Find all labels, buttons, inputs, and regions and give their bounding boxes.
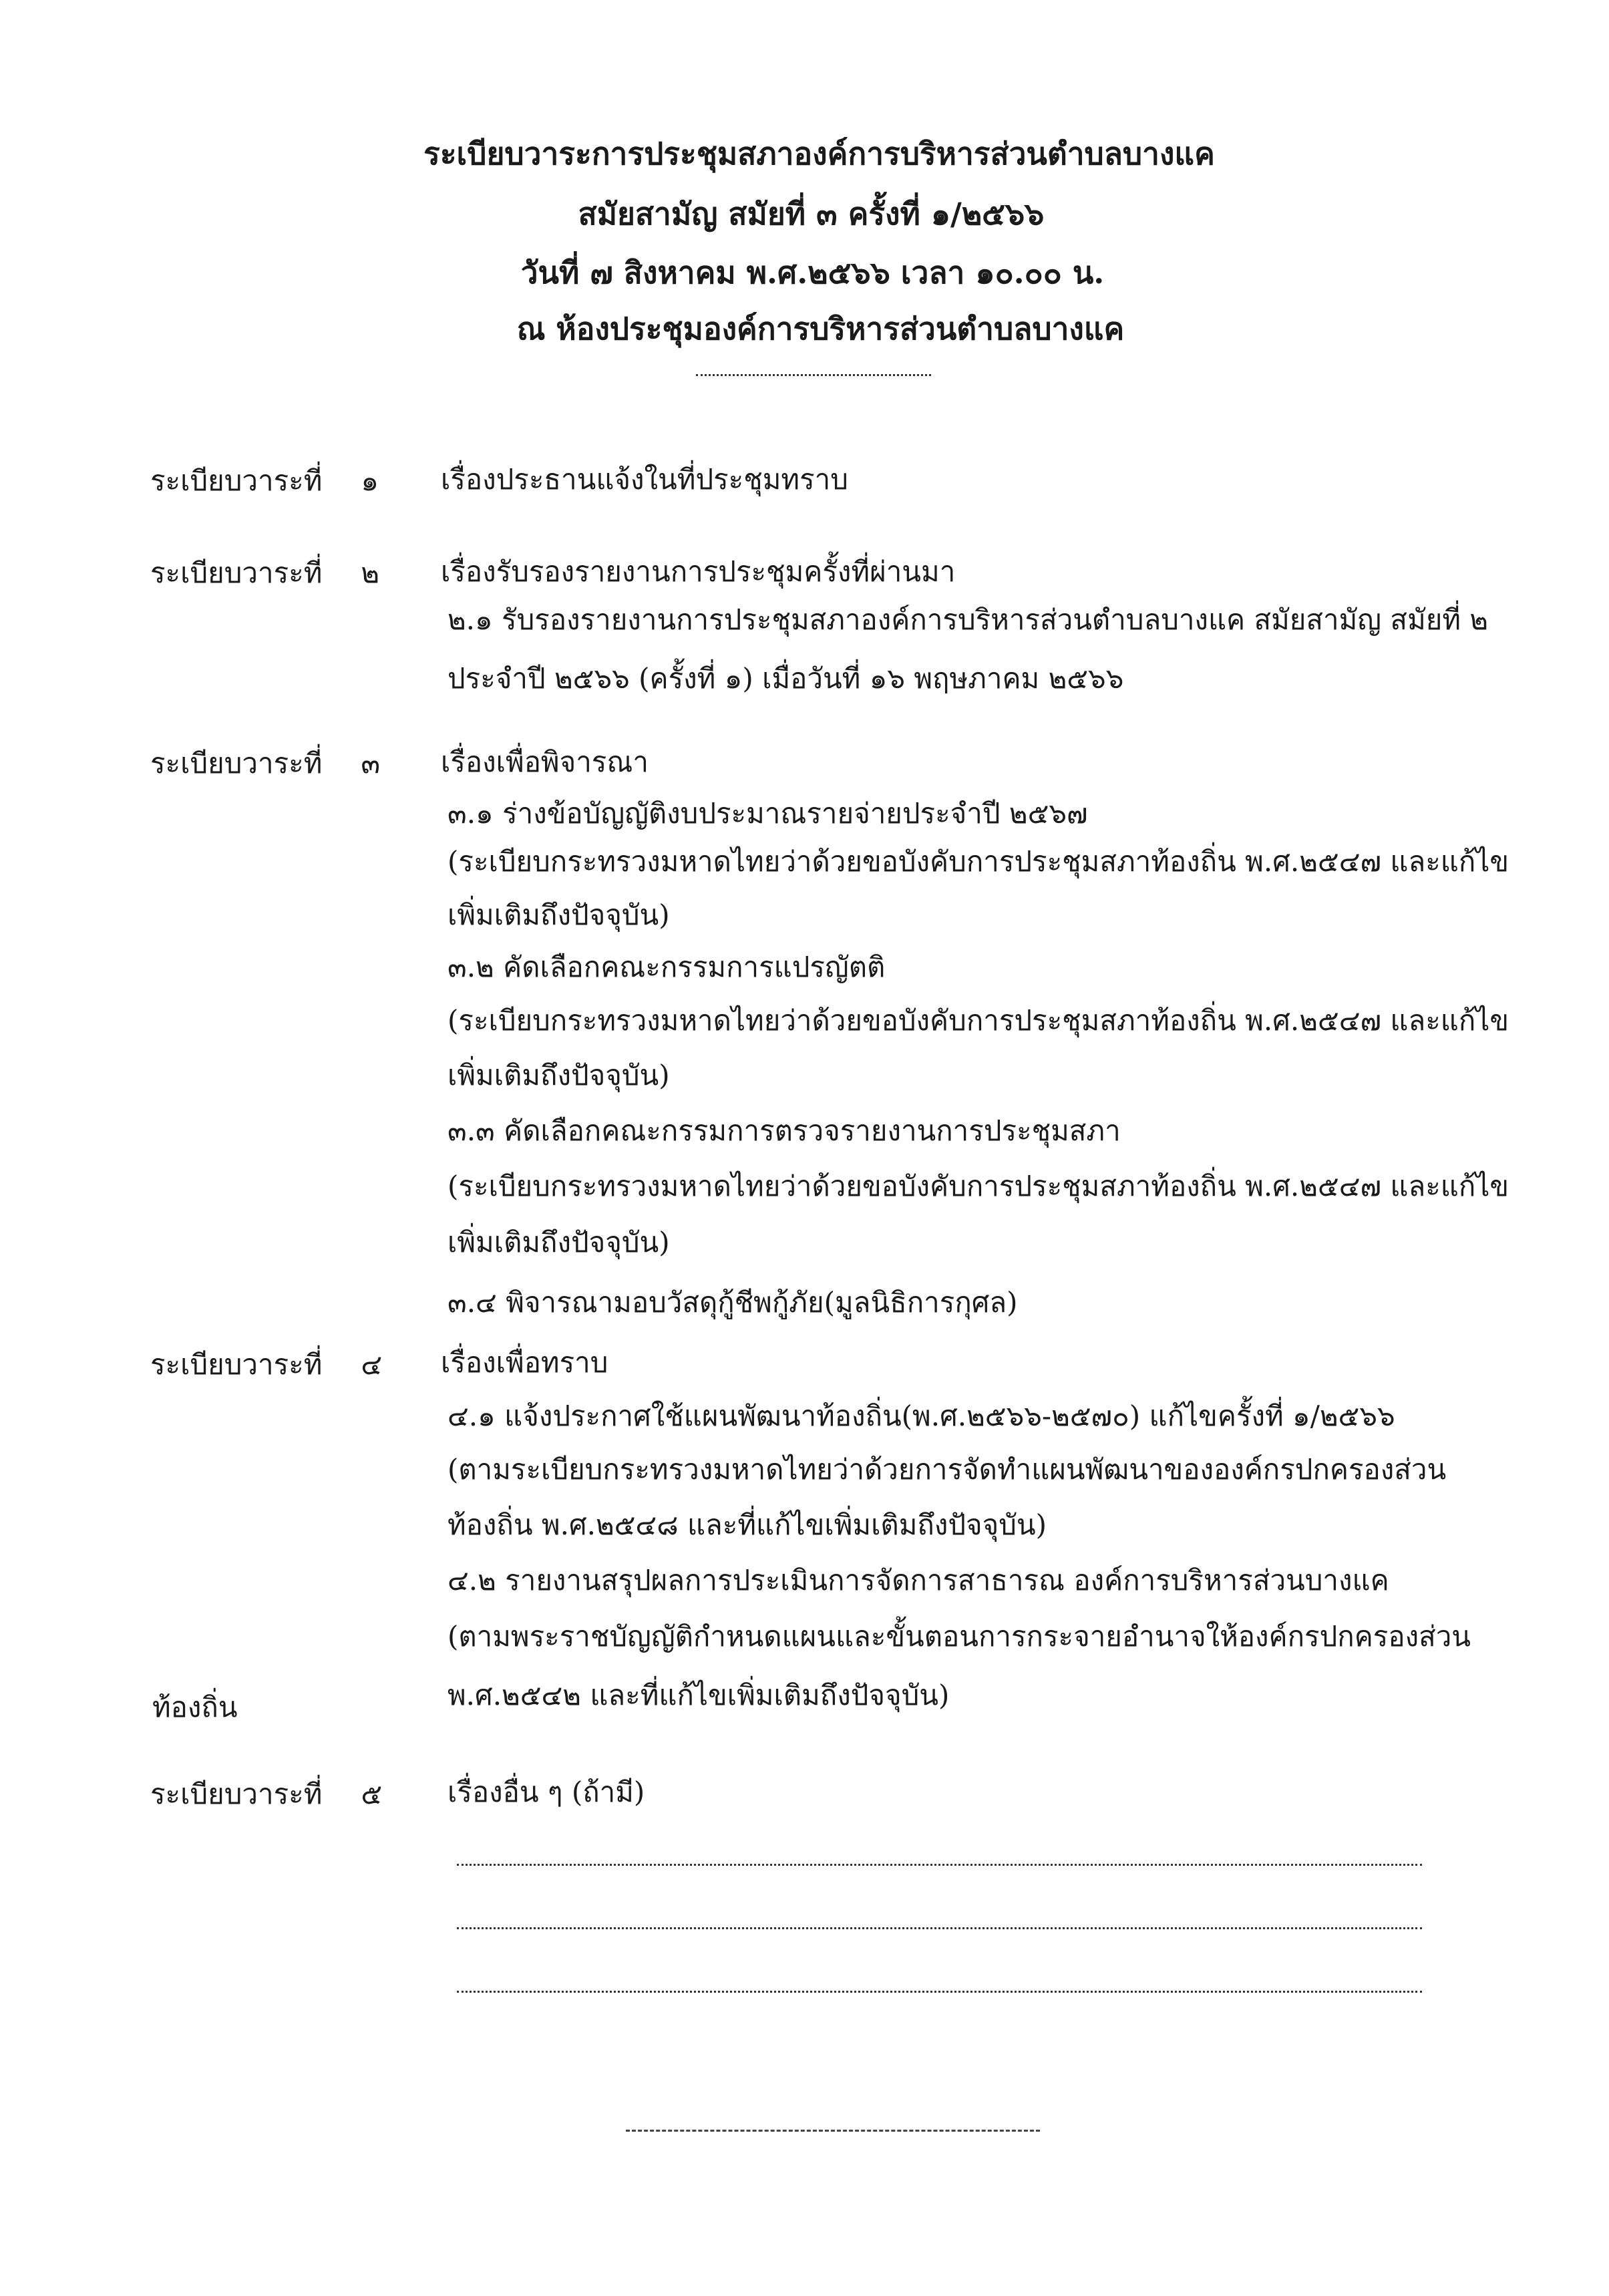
agenda-item-4-1-ref-cont: ท้องถิ่น พ.ศ.๒๕๔๘ และที่แก้ไขเพิ่มเติมถึงปัจจุบัน): [448, 1508, 1047, 1541]
title-divider: [696, 374, 931, 376]
agenda-item-3-2-ref-cont: เพิ่มเติมถึงปัจจุบัน): [448, 1059, 670, 1092]
agenda-label-3: ระเบียบวาระที่ ๓: [150, 745, 380, 782]
agenda-label-4: ระเบียบวาระที่ ๔: [150, 1346, 382, 1383]
agenda-item-3-4: ๓.๔ พิจารณามอบวัสดุกู้ชีพกู้ภัย(มูลนิธิการกุศล): [448, 1286, 1018, 1319]
agenda-title-3: เรื่องเพื่อพิจารณา: [441, 746, 649, 778]
agenda-number-2: ๒: [361, 556, 380, 589]
agenda-item-4-1-ref: (ตามระเบียบกระทรวงมหาดไทยว่าด้วยการจัดทำแผนพัฒนาขององค์กรปกครองส่วน: [448, 1453, 1447, 1486]
agenda-label-5: ระเบียบวาระที่ ๕: [150, 1776, 382, 1813]
agenda-title-4: เรื่องเพื่อทราบ: [441, 1346, 608, 1379]
agenda-item-4-2-ref: (ตามพระราชบัญญัติกำหนดแผนและขั้นตอนการกระจายอำนาจให้องค์กรปกครองส่วน: [448, 1620, 1471, 1653]
agenda-number-5: ๕: [361, 1778, 383, 1810]
blank-line-2: [457, 1927, 1422, 1929]
agenda-label-1: ระเบียบวาระที่ ๑: [150, 462, 379, 500]
agenda-item-3-2-ref: (ระเบียบกระทรวงมหาดไทยว่าด้วยขอบังคับการประชุมสภาท้องถิ่น พ.ศ.๒๕๔๗ และแก้ไข: [448, 1004, 1509, 1037]
agenda-4-left-note: ท้องถิ่น: [152, 1691, 238, 1724]
meeting-venue: ณ ห้องประชุมองค์การบริหารส่วนตำบลบางแค: [516, 311, 1125, 347]
agenda-title-2: เรื่องรับรองรายงานการประชุมครั้งที่ผ่านมา: [441, 555, 956, 588]
session-info: สมัยสามัญ สมัยที่ ๓ ครั้งที่ ๑/๒๕๖๖: [578, 196, 1045, 232]
agenda-title-5: เรื่องอื่น ๆ (ถ้ามี): [448, 1776, 645, 1808]
agenda-item-4-2: ๔.๒ รายงานสรุปผลการประเมินการจัดการสาธารณ องค์การบริหารส่วนบางแค: [448, 1564, 1389, 1597]
agenda-item-3-1-ref-cont: เพิ่มเติมถึงปัจจุบัน): [448, 898, 670, 931]
agenda-number-1: ๑: [361, 464, 379, 497]
agenda-title-1: เรื่องประธานแจ้งในที่ประชุมทราบ: [441, 463, 848, 496]
blank-line-3: [457, 1991, 1422, 1993]
document-title: ระเบียบวาระการประชุมสภาองค์การบริหารส่วนตำบลบางแค: [423, 136, 1215, 172]
agenda-item-3-1: ๓.๑ ร่างข้อบัญญัติงบประมาณรายจ่ายประจำปี ๒๕๖๗: [448, 797, 1088, 830]
agenda-item-3-2: ๓.๒ คัดเลือกคณะกรรมการแปรญัตติ: [448, 951, 886, 983]
agenda-item-2-1-cont: ประจำปี ๒๕๖๖ (ครั้งที่ ๑) เมื่อวันที่ ๑๖ พฤษภาคม ๒๕๖๖: [448, 662, 1124, 695]
agenda-label-2: ระเบียบวาระที่ ๒: [150, 554, 379, 592]
agenda-number-3: ๓: [361, 747, 381, 780]
blank-line-1: [457, 1864, 1422, 1866]
agenda-number-4: ๔: [361, 1348, 383, 1381]
agenda-item-3-3: ๓.๓ คัดเลือกคณะกรรมการตรวจรายงานการประชุมสภา: [448, 1114, 1121, 1147]
agenda-item-4-2-ref-cont: พ.ศ.๒๕๔๒ และที่แก้ไขเพิ่มเติมถึงปัจจุบัน): [448, 1679, 950, 1711]
end-divider: [626, 2130, 1040, 2132]
agenda-item-3-3-ref: (ระเบียบกระทรวงมหาดไทยว่าด้วยขอบังคับการประชุมสภาท้องถิ่น พ.ศ.๒๕๔๗ และแก้ไข: [448, 1170, 1509, 1202]
agenda-item-4-1: ๔.๑ แจ้งประกาศใช้แผนพัฒนาท้องถิ่น(พ.ศ.๒๕๖๖-๒๕๗๐) แก้ไขครั้งที่ ๑/๒๕๖๖: [448, 1400, 1395, 1432]
agenda-item-3-1-ref: (ระเบียบกระทรวงมหาดไทยว่าด้วยขอบังคับการประชุมสภาท้องถิ่น พ.ศ.๒๕๔๗ และแก้ไข: [448, 845, 1509, 878]
agenda-item-2-1: ๒.๑ รับรองรายงานการประชุมสภาองค์การบริหารส่วนตำบลบางแค สมัยสามัญ สมัยที่ ๒: [448, 603, 1489, 636]
meeting-datetime: วันที่ ๗ สิงหาคม พ.ศ.๒๕๖๖ เวลา ๑๐.๐๐ น.: [520, 255, 1105, 291]
agenda-item-3-3-ref-cont: เพิ่มเติมถึงปัจจุบัน): [448, 1226, 670, 1259]
